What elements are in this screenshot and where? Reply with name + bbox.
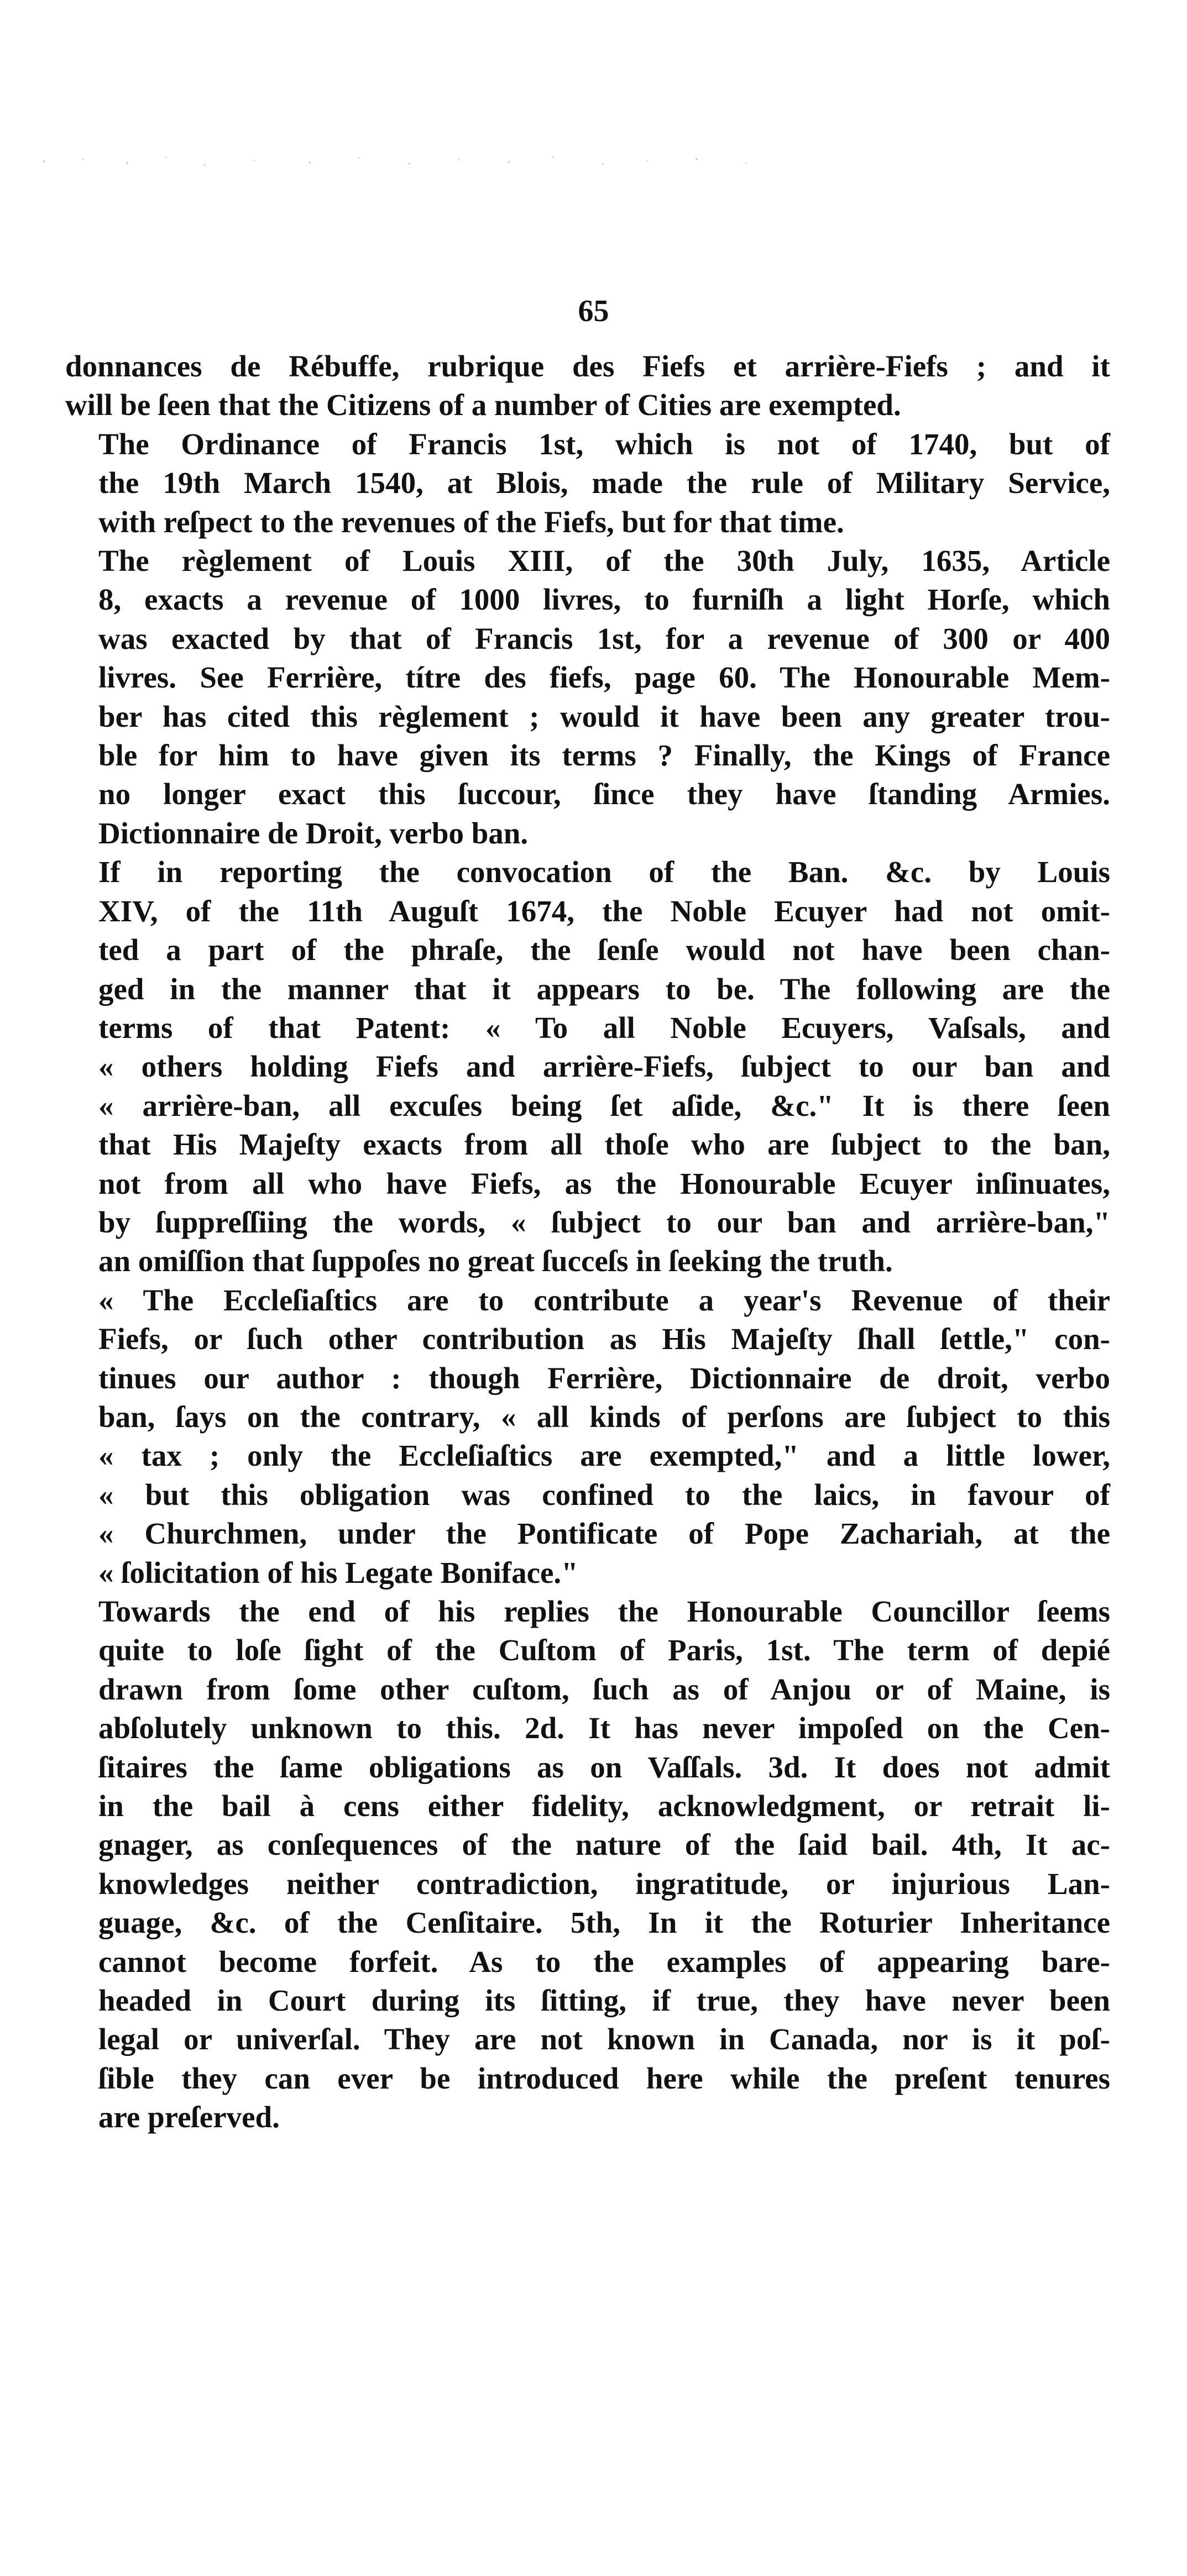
text-line: The Ordinance of Francis 1st, which is not of 1740, but of	[98, 427, 1110, 461]
text-line: « tax ; only the Eccleſiaſtics are exempted," and a little lower,	[98, 1439, 1110, 1473]
text-line: guage, &c. of the Cenſitaire. 5th, In it the Roturier Inheritance	[98, 1906, 1110, 1940]
text-line: ban, ſays on the contrary, « all kinds of perſons are ſubject to this	[98, 1399, 1110, 1434]
text-line: ſitaires the ſame obligations as on Vaſſals. 3d. It does not admit	[98, 1750, 1110, 1784]
text-line: The règlement of Louis XIII, of the 30th July, 1635, Article	[98, 544, 1110, 578]
text-line: abſolutely unknown to this. 2d. It has never impoſed on the Cen-	[98, 1711, 1110, 1745]
paragraph	[65, 853, 1110, 1281]
text-line: are preſerved.	[98, 2100, 280, 2134]
text-line: XIV, of the 11th Auguſt 1674, the Noble Ecuyer had not omit-	[98, 894, 1110, 928]
paragraph	[65, 542, 1110, 853]
text-line: knowledges neither contradiction, ingratitude, or injurious Lan-	[98, 1866, 1110, 1901]
text-line: drawn from ſome other cuſtom, ſuch as of Anjou or of Maine, is	[98, 1672, 1110, 1706]
text-line: no longer exact this ſuccour, ſince they have ſtanding Armies.	[98, 777, 1110, 811]
paragraph	[65, 425, 1110, 542]
text-line: ged in the manner that it appears to be. The following are the	[98, 972, 1110, 1006]
text-line: « Churchmen, under the Pontificate of Pope Zachariah, at the	[98, 1517, 1110, 1551]
text-line: legal or univerſal. They are not known in Canada, nor is it poſ-	[98, 2022, 1110, 2056]
text-line: was exacted by that of Francis 1st, for a revenue of 300 or 400	[98, 621, 1110, 655]
text-line: « The Eccleſiaſtics are to contribute a year's Revenue of their	[98, 1283, 1110, 1317]
text-line: Towards the end of his replies the Honourable Councillor ſeems	[98, 1594, 1110, 1628]
text-line: « others holding Fiefs and arrière-Fiefs, ſubject to our ban and	[98, 1050, 1110, 1084]
text-line: Fiefs, or ſuch other contribution as His Majeſty ſhall ſettle," con-	[98, 1322, 1110, 1356]
text-line: donnances de Rébuffe, rubrique des Fiefs et arrière-Fiefs ; and it	[65, 349, 1110, 383]
scan-speckle-decoration	[22, 149, 796, 171]
text-line: will be ſeen that the Citizens of a number of Cities are exempted.	[65, 388, 901, 422]
text-line: tinues our author : though Ferrière, Dictionnaire de droit, verbo	[98, 1361, 1110, 1395]
text-line: in the bail à cens either fidelity, acknowledgment, or retrait li-	[98, 1789, 1110, 1823]
text-line: « arrière-ban, all excuſes being ſet aſide, &c." It is there ſeen	[98, 1088, 1110, 1122]
text-line: cannot become forfeit. As to the examples of appearing bare-	[98, 1944, 1110, 1979]
text-line: « ſolicitation of his Legate Boniface."	[98, 1555, 578, 1589]
paragraph	[65, 1281, 1110, 1592]
text-line: Dictionnaire de Droit, verbo ban.	[98, 816, 529, 850]
body-text	[65, 347, 1110, 2137]
text-line: the 19th March 1540, at Blois, made the rule of Military Service,	[98, 466, 1110, 500]
page-number: 65	[578, 294, 609, 328]
text-line: terms of that Patent: « To all Noble Ecuyers, Vaſsals, and	[98, 1010, 1110, 1045]
paragraph	[65, 347, 1110, 425]
text-line: with reſpect to the revenues of the Fiefs, but for that time.	[98, 505, 844, 539]
text-line: by ſuppreſſiing the words, « ſubject to our ban and arrière-ban,"	[98, 1205, 1110, 1239]
text-line: that His Majeſty exacts from all thoſe who are ſubject to the ban,	[98, 1127, 1110, 1162]
text-line: 8, exacts a revenue of 1000 livres, to furniſh a light Horſe, which	[98, 583, 1110, 617]
text-line: ble for him to have given its terms ? Finally, the Kings of France	[98, 738, 1110, 773]
text-line: ber has cited this règlement ; would it have been any greater trou-	[98, 699, 1110, 733]
text-line: gnager, as conſequences of the nature of the ſaid bail. 4th, It ac-	[98, 1828, 1110, 1862]
text-line: an omiſſion that ſuppoſes no great ſucceſs in ſeeking the truth.	[98, 1244, 893, 1278]
text-line: ſible they can ever be introduced here while the preſent tenures	[98, 2061, 1110, 2095]
text-line: quite to loſe ſight of the Cuſtom of Paris, 1st. The term of depié	[98, 1633, 1110, 1667]
text-line: livres. See Ferrière, títre des fiefs, page 60. The Honourable Mem-	[98, 660, 1110, 695]
paragraph	[65, 1592, 1110, 2137]
text-line: ted a part of the phraſe, the ſenſe would not have been chan-	[98, 933, 1110, 967]
text-line: headed in Court during its ſitting, if true, they have never been	[98, 1984, 1110, 2018]
text-line: not from all who have Fiefs, as the Honourable Ecuyer inſinuates,	[98, 1166, 1110, 1200]
text-line: If in reporting the convocation of the Ban. &c. by Louis	[98, 855, 1110, 889]
text-line: « but this obligation was confined to the laics, in favour of	[98, 1477, 1110, 1512]
